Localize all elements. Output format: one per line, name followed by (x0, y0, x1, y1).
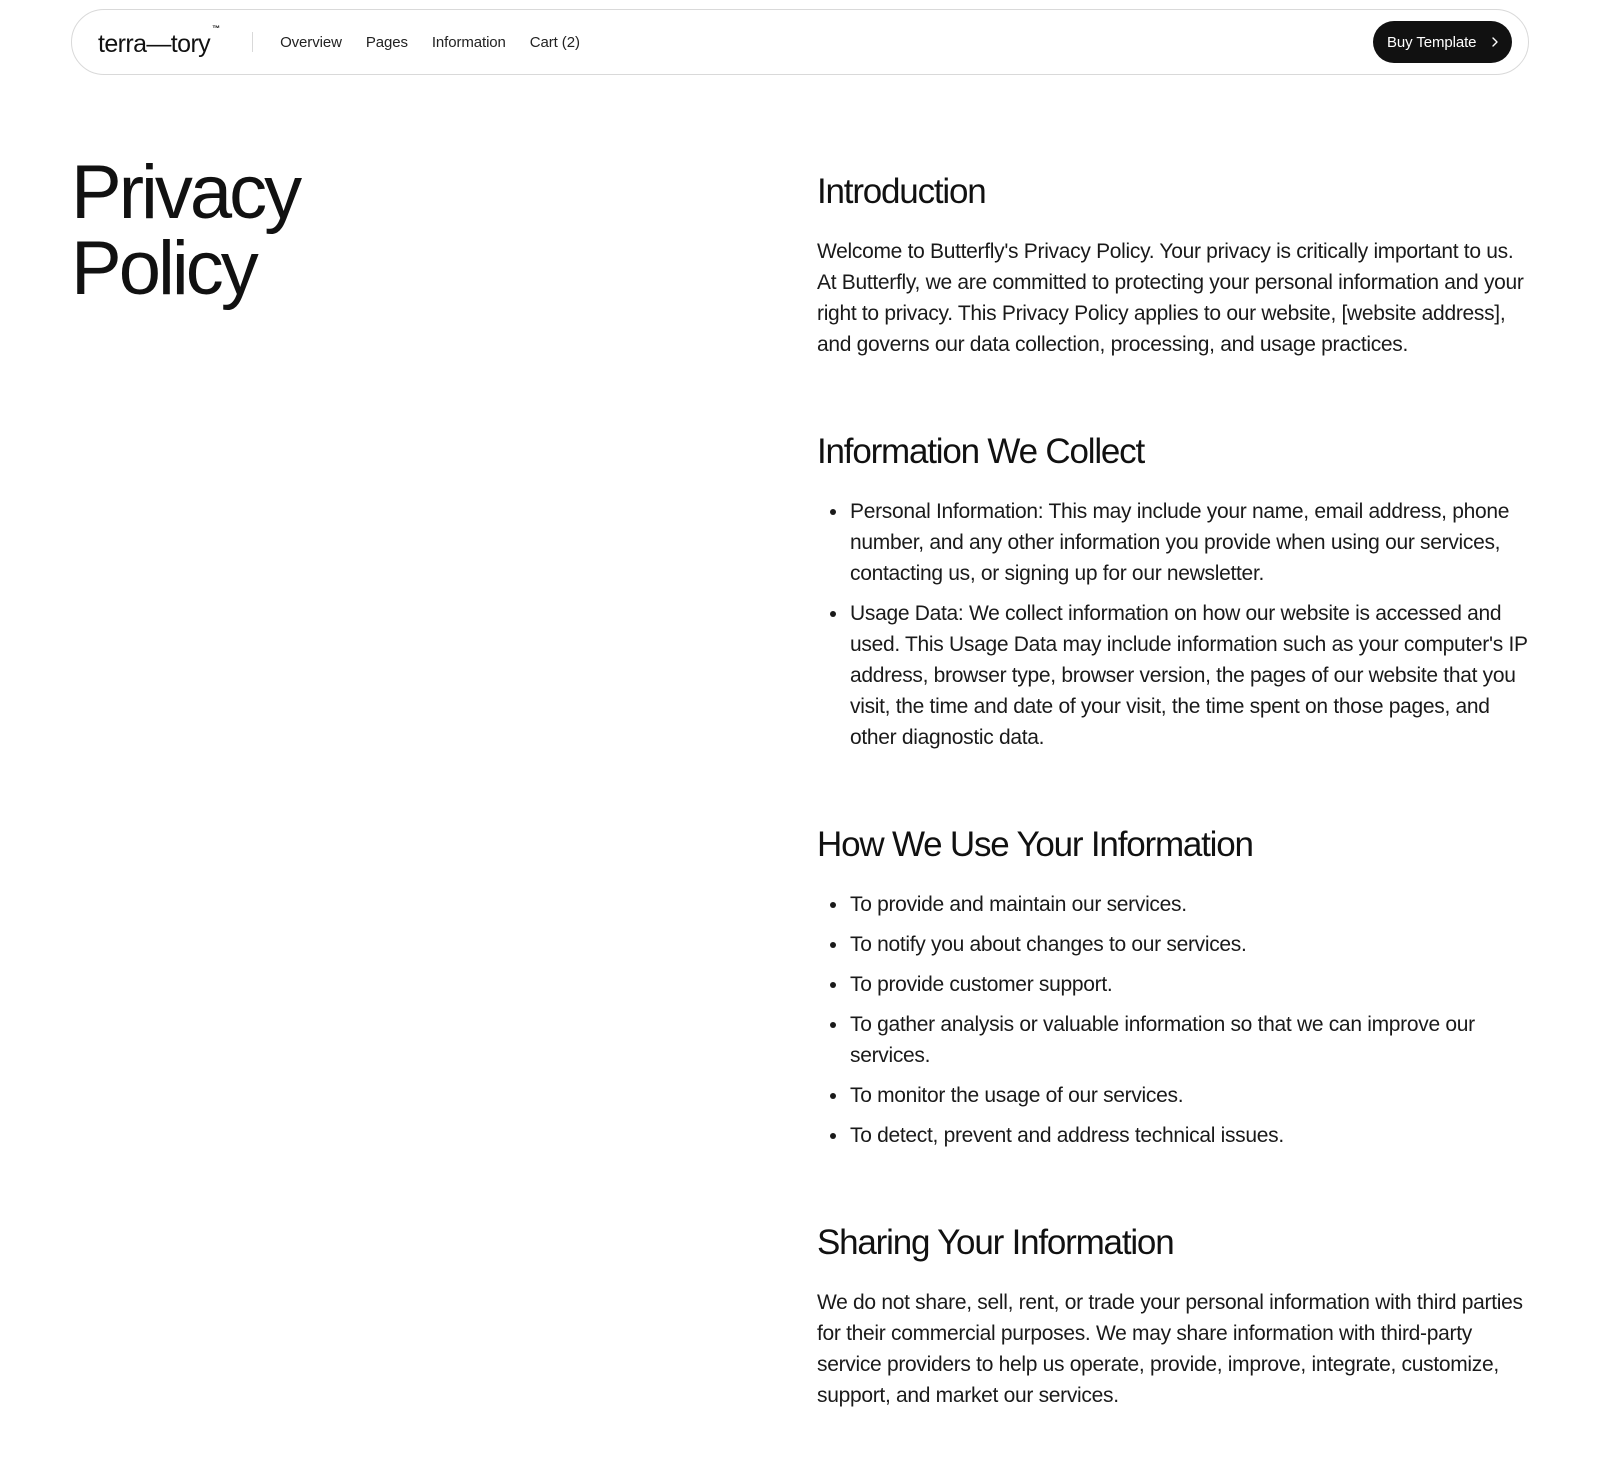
bullet-icon (830, 509, 836, 515)
list-item-text: Personal Information: This may include your name, email address, phone number, and any other information you provide when using our services, contacting us, or signing up for our newsletter. (850, 500, 1510, 585)
page-title-line-2: Policy (71, 226, 256, 311)
page-title (71, 150, 471, 311)
nav-link-cart[interactable]: Cart (2) (529, 33, 580, 51)
section-paragraph: We do not share, sell, rent, or trade your personal information with third parties for their commercial purposes. We may share information with third-party service providers to help us operate, provide, improve, integrate, customize, support, and market our services. (817, 1291, 1523, 1407)
collect-list (817, 496, 1529, 753)
list-item (817, 1009, 1529, 1071)
section-heading: Introduction (817, 172, 986, 211)
bullet-icon (830, 942, 836, 948)
list-item (817, 1080, 1529, 1111)
list-item (817, 889, 1529, 920)
site-header (71, 9, 1529, 75)
section-heading: Information We Collect (817, 432, 1144, 471)
bullet-icon (830, 1093, 836, 1099)
section-heading: Sharing Your Information (817, 1223, 1174, 1262)
list-item-text: Usage Data: We collect information on how our website is accessed and used. This Usage Data may include information such as your computer's IP address, browser type, browser version, the pages of our website that you visit, the time and date of your visit, the time spent on those pages, and other diagnostic data. (850, 602, 1528, 749)
chevron-right-icon (1491, 37, 1499, 47)
site-logo[interactable] (98, 23, 221, 58)
section-information-we-collect (817, 430, 1529, 753)
list-item (817, 598, 1529, 753)
list-item (817, 969, 1529, 1000)
header-divider (252, 32, 253, 52)
list-item-text: To provide customer support. (850, 973, 1113, 996)
buy-template-label: Buy Template (1387, 33, 1477, 51)
list-item (817, 496, 1529, 589)
bullet-icon (830, 902, 836, 908)
section-paragraph: Welcome to Butterfly's Privacy Policy. Your privacy is critically important to us. At Butterfly, we are committed to protecting your personal information and your right to privacy. This Privacy Policy applies to our website, [website address], and governs our data collection, processing, and usage practices. (817, 240, 1524, 356)
policy-content (817, 170, 1529, 1481)
section-sharing (817, 1221, 1529, 1411)
buy-template-button[interactable] (1373, 21, 1512, 63)
logo-text: terra—tory (98, 29, 211, 58)
list-item-text: To gather analysis or valuable information so that we can improve our services. (850, 1013, 1475, 1067)
bullet-icon (830, 611, 836, 617)
list-item (817, 929, 1529, 960)
page-title-line-1: Privacy (71, 150, 300, 235)
section-heading: How We Use Your Information (817, 825, 1253, 864)
bullet-icon (830, 982, 836, 988)
section-how-we-use (817, 823, 1529, 1151)
nav-link-pages[interactable]: Pages (365, 33, 408, 51)
list-item-text: To detect, prevent and address technical issues. (850, 1124, 1284, 1147)
list-item (817, 1120, 1529, 1151)
main-nav (280, 34, 580, 51)
use-list (817, 889, 1529, 1151)
list-item-text: To monitor the usage of our services. (850, 1084, 1184, 1107)
logo-trademark: ™ (212, 23, 221, 33)
nav-link-information[interactable]: Information (431, 33, 506, 51)
section-introduction (817, 170, 1529, 360)
bullet-icon (830, 1133, 836, 1139)
bullet-icon (830, 1022, 836, 1028)
list-item-text: To provide and maintain our services. (850, 893, 1187, 916)
list-item-text: To notify you about changes to our services. (850, 933, 1247, 956)
nav-link-overview[interactable]: Overview (280, 33, 342, 51)
